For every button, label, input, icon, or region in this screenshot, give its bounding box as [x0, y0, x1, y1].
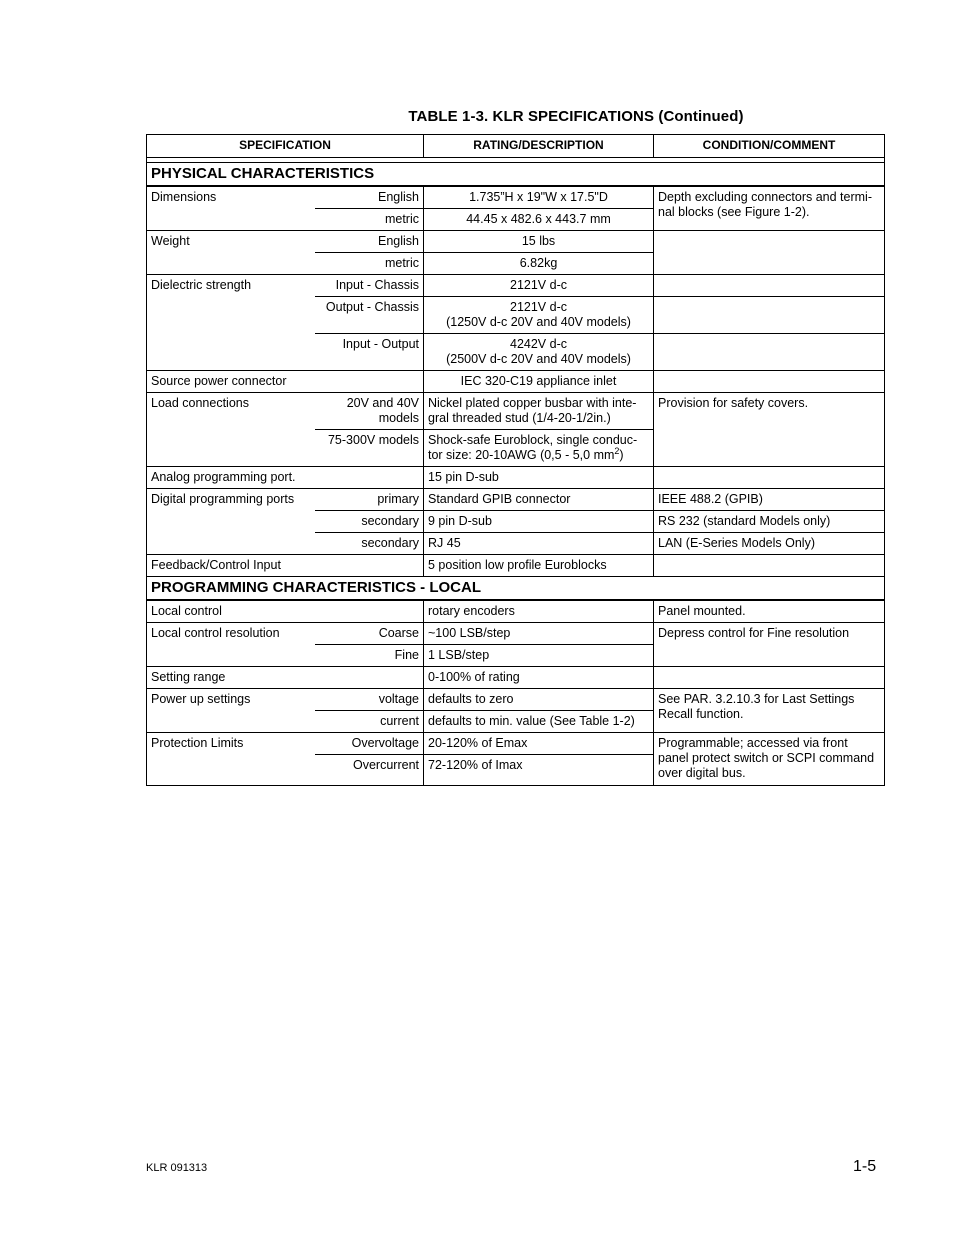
rating-cell: RJ 45 [424, 533, 654, 555]
table-row [147, 600, 885, 623]
comment-cell [654, 231, 885, 275]
spec-sub-label: secondary [315, 533, 424, 555]
rating-cell: 15 lbs [424, 231, 654, 253]
spec-sub-label: metric [315, 209, 424, 231]
document-id: KLR 091313 [146, 1162, 208, 1174]
spec-sub-label: metric [315, 253, 424, 275]
spec-label: Setting range [147, 667, 424, 689]
spec-sub-label: 75-300V models [315, 430, 424, 467]
comment-cell [654, 667, 885, 689]
comment-cell: Panel mounted. [654, 600, 885, 623]
spec-sub-label: current [315, 711, 424, 733]
spec-sub-label: secondary [315, 511, 424, 533]
rating-cell: defaults to min. value (See Table 1-2) [424, 711, 654, 733]
comment-cell [654, 467, 885, 489]
table-row [147, 667, 885, 689]
comment-cell: IEEE 488.2 (GPIB) [654, 489, 885, 511]
spec-label: Protection Limits [147, 733, 315, 786]
rating-cell: 0-100% of rating [424, 667, 654, 689]
rating-cell: Nickel plated copper busbar with inte-gral threaded stud (1/4-20-1/2in.) [424, 393, 654, 430]
rating-cell: Shock-safe Euroblock, single conduc-tor size: 20-10AWG (0,5 - 5,0 $mm^2$) [424, 430, 654, 467]
comment-cell [654, 371, 885, 393]
table-row [147, 371, 885, 393]
rating-cell: 44.45 x 482.6 x 443.7 mm [424, 209, 654, 231]
rating-cell: 2121V d-c [424, 275, 654, 297]
spec-sub-label: English [315, 186, 424, 209]
rating-cell: 1 LSB/step [424, 645, 654, 667]
spec-label: Local control [147, 600, 424, 623]
rating-cell: defaults to zero [424, 689, 654, 711]
spec-sub-label: Overcurrent [315, 755, 424, 786]
rating-cell: Standard GPIB connector [424, 489, 654, 511]
spec-sub-label: Fine [315, 645, 424, 667]
spec-sub-label: Input - Chassis [315, 275, 424, 297]
rating-cell: 5 position low profile Euroblocks [424, 555, 654, 577]
rating-cell: 1.735”H x 19"W x 17.5"D [424, 186, 654, 209]
section-title: PROGRAMMING CHARACTERISTICS - LOCAL [147, 577, 885, 601]
rating-cell: 9 pin D-sub [424, 511, 654, 533]
spec-label: Weight [147, 231, 315, 275]
spec-sub-label: Output - Chassis [315, 297, 424, 334]
spec-sub-label: Input - Output [315, 334, 424, 371]
table-row [147, 186, 885, 209]
spec-sub-label: Coarse [315, 623, 424, 645]
comment-cell [654, 555, 885, 577]
comment-cell [654, 297, 885, 334]
comment-cell: LAN (E-Series Models Only) [654, 533, 885, 555]
spec-label: Digital programming ports [147, 489, 315, 555]
rating-cell: 6.82kg [424, 253, 654, 275]
section-title: PHYSICAL CHARACTERISTICS [147, 163, 885, 187]
page-number: 1-5 [853, 1158, 877, 1175]
table-row [147, 555, 885, 577]
spec-sub-label: Overvoltage [315, 733, 424, 755]
spec-label: Source power connector [147, 371, 424, 393]
spec-label: Power up settings [147, 689, 315, 733]
table-row [147, 393, 885, 430]
rating-cell: 72-120% of Imax [424, 755, 654, 786]
spec-label: Load connections [147, 393, 315, 467]
spec-label: Analog programming port. [147, 467, 424, 489]
rating-cell: 2121V d-c (1250V d-c 20V and 40V models) [424, 297, 654, 334]
spec-sub-label: voltage [315, 689, 424, 711]
header-specification: SPECIFICATION [147, 135, 424, 158]
header-rating: RATING/DESCRIPTION [424, 135, 654, 158]
comment-cell [654, 275, 885, 297]
table-row [147, 623, 885, 645]
spec-sub-label: primary [315, 489, 424, 511]
table-row [147, 733, 885, 755]
rating-cell: IEC 320-C19 appliance inlet [424, 371, 654, 393]
spec-sub-label: English [315, 231, 424, 253]
comment-cell: Depth excluding connectors and termi-nal blocks (see Figure 1-2). [654, 186, 885, 231]
rating-cell: 15 pin D-sub [424, 467, 654, 489]
comment-cell: See PAR. 3.2.10.3 for Last Settings Recall function. [654, 689, 885, 733]
section-programming [147, 577, 885, 601]
comment-cell: RS 232 (standard Models only) [654, 511, 885, 533]
comment-cell [654, 334, 885, 371]
rating-cell: ~100 LSB/step [424, 623, 654, 645]
table-row [147, 275, 885, 297]
table-row [147, 689, 885, 711]
section-physical [147, 163, 885, 187]
comment-cell: Depress control for Fine resolution [654, 623, 885, 667]
spec-label: Dimensions [147, 186, 315, 231]
header-row [147, 135, 885, 158]
header-condition: CONDITION/COMMENT [654, 135, 885, 158]
spec-label: Feedback/Control Input [147, 555, 424, 577]
table-row [147, 467, 885, 489]
table-row [147, 489, 885, 511]
comment-cell: Provision for safety covers. [654, 393, 885, 467]
rating-cell: rotary encoders [424, 600, 654, 623]
specifications-table [146, 134, 885, 786]
spec-sub-label: 20V and 40V models [315, 393, 424, 430]
spec-label: Dielectric strength [147, 275, 315, 371]
rating-cell: 20-120% of Emax [424, 733, 654, 755]
table-row [147, 231, 885, 253]
comment-cell: Programmable; accessed via front panel protect switch or SCPI command over digital bus. [654, 733, 885, 786]
rating-cell: 4242V d-c (2500V d-c 20V and 40V models) [424, 334, 654, 371]
table-title: TABLE 1-3. KLR SPECIFICATIONS (Continued) [408, 108, 744, 125]
spec-label: Local control resolution [147, 623, 315, 667]
